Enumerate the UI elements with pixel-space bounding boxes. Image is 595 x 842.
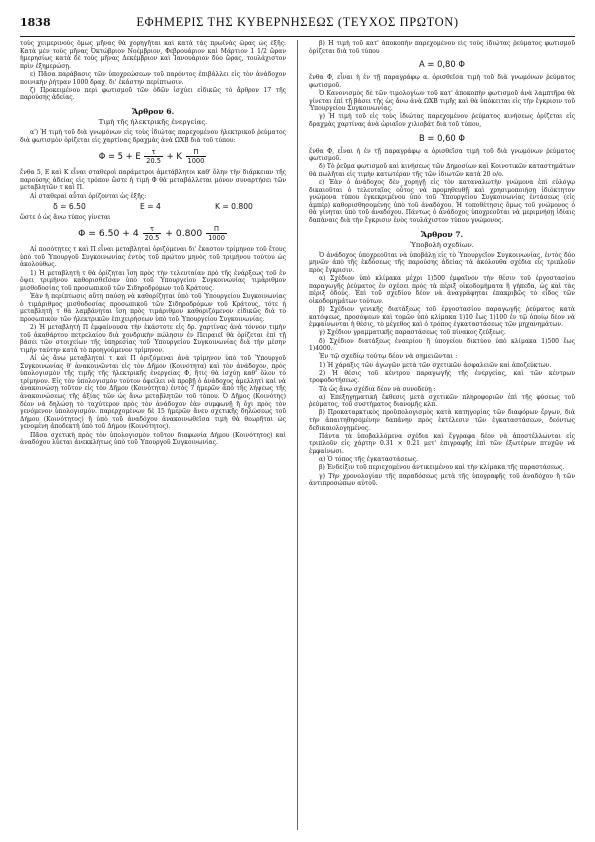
paragraph: ἔνθα Φ, εἶναι ἡ ἐν τῇ παραγράφῳ α ὁρισθεῖσα τιμὴ τοῦ διὰ γνωμόνων ῥεύματος φωτισμοῦ.: [309, 147, 575, 163]
paragraph: 1) Ἡ χάραξις τῶν ἀγωγῶν μετὰ τῶν σχετικῶν ἀσφαλειῶν καὶ ἀποζεύκτων.: [319, 361, 552, 369]
paragraph: τοὺς χειμερινοὺς ὅμως μῆνας θὰ χορηγῆται καὶ κατὰ τὰς πρωϊνὰς ὥρας ὡς ἑξῆς: Κατὰ μὲν τοὺς μῆνας Ὀκτώβριον Νοέμβριον, Φεβρουάριον καὶ Μάρτιον 1 1/2 ὥραν ἡμερησίως κατὰ δὲ τοὺς μῆνας Δεκέμβριον καὶ Ἰανουάριον δύο ὥρας, τουλάχιστον πρὶν ἐξημερώσῃ.: [20, 40, 286, 70]
article-6-title: Ἄρθρον 6.: [131, 106, 175, 116]
fraction: [144, 148, 163, 165]
paragraph: α) Σχέδιον ὑπὸ κλίμακα μέχρι 1)500 ἐμφαῖνον τὴν θέσιν τοῦ ἐργοστασίου παραγωγῆς ῥεύματος ἐν σχέσει πρὸς τὰ πέριξ οἰκοδομήματα ἢ γήπεδα, ὡς καὶ τὰς πέριξ ὁδούς. Ἐπὶ τοῦ σχεδίου δέον νὰ ἀναγράφηται ἐπακριβῶς τὸ εἶδος τῶν οἰκοδομημάτων τούτων.: [309, 275, 575, 305]
constant: δ = 6.50: [53, 202, 86, 212]
paragraph: Ἐὰν ἡ περίπτωσις αὕτη παύσῃ νὰ καθορίζηται ὑπὸ τοῦ Ὑπουργείου Συγκοινωνίας ὁ τιμάριθμος μισθοδοσίας προσωπικοῦ τῶν Σιδηροδρόμων τοῦ Κράτους, τότε ἡ μεταβλητὴ τ θὰ λαμβάνηται ἴση πρὸς τιμάριθμον καθοριζόμενον εἰδικῶς διὰ τὸ προσωπικὸν τῶν ἠλεκτρικῶν ἐπιχειρήσεων ὑπὸ τοῦ Ὑπουργείου Συγκοινωνίας.: [20, 293, 286, 323]
paragraph: ἔνθα 5, Ε καὶ Κ εἶναι σταθεροὶ παράμετροι ἀμετάβλητοι καθ' ὅλην τὴν διάρκειαν τῆς παρούσης ἀδείας εἰς τρόπον ὥστε ἡ τιμὴ Φ θὰ μεταβάλλεται μόνον συναρτήσει τῶν μεταβλητῶν τ καὶ Π.: [20, 169, 286, 192]
paragraph: β) Ἐνδείξιν τοῦ περιεχομένου ἀντικειμένου καὶ τὴν κλίμακα τῆς παραστάσεως.: [319, 464, 565, 472]
paragraph: ὥστε ὁ ὡς ἄνω τύπος γίνεται: [20, 213, 111, 221]
paragraph: Ὁ Κανονισμὸς δὲ τῶν τιμολογίων τοῦ κατ' ἀποκοπὴν φωτισμοῦ ἀνὰ λαμπτῆρα θὰ γίνεται ἐπὶ τῇ βάσει τῆς ὡς ἄνω ἀνὰ ΩΧΒ τιμῆς καὶ θὰ ὑπόκειται εἰς τὴν ἔγκρισιν τοῦ Ὑπουργείου Συγκοινωνίας.: [309, 89, 575, 113]
paragraph: Τὰ ὡς ἄνω σχέδια δέον νὰ συνοδεύῃ :: [319, 385, 436, 393]
formula-term: + 0.800: [165, 228, 203, 240]
fraction: [206, 225, 227, 242]
fraction: [186, 148, 207, 165]
fraction-denominator: 1000: [187, 157, 205, 166]
paragraph: α) Ὁ τόπος τῆς ἐγκαταστάσεως.: [319, 456, 418, 464]
paragraph: α') Ἡ τιμὴ τοῦ διὰ γνωμόνων εἰς τοὺς ἰδιώτας παρεχομένου ἠλεκτρικοῦ ῥεύματος διὰ φωτισμὸν ὁρίζεται εἰς χαρτίνας δραχμὰς ἀνὰ ΩΧΒ διὰ τοῦ τύπου:: [20, 128, 286, 144]
running-head: ΕΦΗΜΕΡΙΣ ΤΗΣ ΚΥΒΕΡΝΗΣΕΩΣ (ΤΕΥΧΟΣ ΠΡΩΤΟΝ): [136, 15, 459, 29]
paragraph: β) Σχέδιον γενικῆς διατάξεως τοῦ ἐργοστασίου παραγωγῆς ῥεύματος κατὰ κατόψεως, προσόψεων καὶ τομῶν ὑπὸ κλίμακα 1)10 ἕως 1)100 ἐν τῷ ὁποίῳ δέον νὰ ἐμφαίνωνται ἡ θέσις, τὸ μέγεθος καὶ ὁ τρόπος ἐγκαταστάσεως τῶν μηχανημάτων.: [309, 306, 575, 329]
page-number: 1838: [20, 16, 51, 29]
page-header: [20, 14, 575, 37]
paragraph: δ) Τὸ ῥεῦμα φωτισμοῦ καὶ κινήσεως τῶν Δημοσίων καὶ Κοινοτικῶν καταστημάτων θὰ πωλῆται εἰς τιμὴν κατωτέραν τῆς τῶν ἰδιωτῶν κατὰ 20 ο/ο.: [309, 163, 575, 178]
price-formula-specific: [20, 225, 286, 242]
column-divider: [297, 40, 298, 830]
left-column: [20, 40, 286, 832]
article-7-subtitle: Ὑποβολὴ σχεδίων.: [410, 240, 474, 249]
fraction-denominator: 1000: [208, 234, 225, 243]
fraction-numerator: Π: [206, 225, 227, 234]
fraction-numerator: Π: [186, 148, 207, 157]
paragraph: ἔνθα Φ, εἶναι ἡ ἐν τῇ παραγράφῳ α. ὁρισθεῖσα τιμὴ τοῦ διὰ γνωμόνων ῥεύματος φωτισμοῦ.: [309, 74, 575, 89]
paragraph: Ὁ ἀνάδοχος ὑποχρεοῦται νὰ ὑποβάλῃ εἰς τὸ Ὑπουργεῖον Συγκοινωνίας, ἐντὸς δύο μηνῶν ἀπὸ τῆς ἐκδόσεως τῆς παρούσης ἀδείας τὰ ἀκόλουθα σχέδια εἰς τριπλοῦν πρὸς ἔγκρισιν.: [309, 251, 575, 274]
formula-a: Α = 0,80 Φ: [419, 59, 465, 70]
constant: Ε = 4: [139, 202, 161, 212]
formula-b: Β = 0,60 Φ: [419, 132, 465, 143]
paragraph: ε) Πᾶσα παράβασις τῶν ὑποχρεώσεων τοῦ παρόντος ἐπιβάλλει εἰς τὸν ἀνάδοχον ποινικὴν ῥήτραν 1000 δραχ. δι' ἑκάστην περίπτωσιν.: [20, 70, 286, 86]
paragraph: γ) Σχέδιον γραμματικῆς παραστάσεως τοῦ πίνακος ζεύξεως.: [319, 329, 506, 337]
fraction-numerator: τ: [143, 225, 162, 234]
price-formula-general: [20, 148, 286, 165]
article-6-subtitle: Τιμὴ τῆς ἠλεκτρικῆς ἐνεργείας.: [98, 117, 208, 126]
fraction-denominator: 20.5: [146, 157, 161, 166]
fraction: [143, 225, 162, 242]
formula-term: Φ = 6.50 + 4: [78, 228, 139, 240]
paragraph: Αἱ ὡς ἄνω μεταβληταὶ τ καὶ Π ὁριζόμεναι ἀνὰ τρίμηνον ὑπὸ τοῦ Ὑπουργοῦ Συγκοινωνίας θ' ἀνακοινῶνται εἰς τὸν Δῆμον (Κοινότητα) καὶ τὸν ἀνάδοχον, πρὸς ὑπολογισμὸν τῆς τιμῆς τῆς ἠλεκτρικῆς ἐνεργείας Φ, ἥτις θὰ ἰσχύῃ καθ' ὅλον τὸ τρίμηνον. Εἰς τὸν ὑπολογισμὸν τούτον ὀφείλει νὰ προβῇ ὁ ἀνάδοχος ἀμελλητὶ καὶ νὰ ἀνακοινώσῃ τοῦτον εἰς τὸν Δῆμον (Κοινότητα) ἐντὸς 7 ἡμερῶν ἀπὸ τῆς λήψεως τῆς ἀνακοινώσεως τῆς ἀξίας τῶν ὡς ἄνω μεταβλητῶν τοῦ τόπου. Ὁ Δῆμος (Κοινότης) δέον νὰ δηλώσῃ τὸ ταχύτερον πρὸς τὸν ἀνάδοχον ἐὰν συμφωνῇ ἢ ὄχι πρὸς τὸν γενόμενον ὑπολογισμόν. παρερχομένων δὲ 15 ἡμερῶν ἄνευ σχετικῆς δηλώσεως τοῦ Δήμου (Κοινότητος) ἢ ὑπὸ τοῦ ἀναδόχου ἀνακοινωθεῖσα τιμὴ θὰ θεωρῆται ὡς γενομένη ἀποδεκτὴ ὑπὸ τοῦ Δήμου (Κοινότητος).: [20, 354, 286, 431]
paragraph: Αἱ σταθεραὶ αὗται ὁρίζονται ὡς ἑξῆς:: [30, 192, 147, 200]
paragraph: 2) Ἡ θέσις τοῦ κέντρου παραγωγῆς τῆς ἐνεργείας, καὶ τῶν κέντρων τροφοδοτήσεως.: [309, 369, 575, 385]
paragraph: Πᾶσα σχετικὴ πρὸς τὸν ὑπολογισμὸν τοῦτον διαφωνία Δήμου (Κοινότητος) καὶ ἀναδόχου λύεται ἀνεκκλήτως ὑπὸ τοῦ Ὑπουργοῦ Συγκοινωνίας.: [20, 431, 286, 447]
article-7-title: Ἄρθρον 7.: [420, 229, 464, 239]
paragraph: γ) Τὴν χρονολογίαν τῆς παραδόσεως μετὰ τῆς ὑπογραφῆς τοῦ ἀναδόχου ἢ τῶν ἀντιπροσώπων αὐτοῦ.: [309, 472, 575, 488]
fraction-denominator: 20.5: [144, 234, 160, 243]
constants-row: [26, 203, 280, 211]
paragraph: β) Ἡ τιμὴ τοῦ κατ' ἀποκοπὴν παρεχομένου εἰς τοὺς ἰδιώτας ῥεύματος φωτισμοῦ ὁρίζεται διὰ τοῦ τύπου: [309, 40, 575, 55]
paragraph: Πάντα τὰ ὑποβαλλόμενα σχέδια καὶ ἔγγραφα δέον νὰ ἀποστέλλωνται εἰς τριπλοῦν εἰς χάρτην 0.31 × 0.21 μετ' ἐπιγραφῆς ἐπὶ τῶν ἐξωτέρων πτυχῶν νὰ ἐμφαίνωσι.: [309, 432, 575, 456]
formula-term: + Κ: [166, 151, 182, 162]
paragraph: γ) Ἡ τιμὴ τοῦ εἰς τοὺς ἰδιώτας παρεχομένου ῥεύματος κινήσεως ὁρίζεται εἰς δραχμὰς χαρτίνας ἀνὰ ὡριαῖον χιλιοβάτ διὰ τοῦ τύπου,: [309, 113, 575, 128]
formula-term: Φ = 5 + Ε: [98, 151, 141, 162]
constant: Κ = 0.800: [214, 202, 253, 212]
paragraph: 1) Ἡ μεταβλητὴ τ θὰ ὁρίζηται ἴση πρὸς τὴν τελευταίαν πρὸ τῆς ἐνάρξεως τοῦ ἐν ὅψει τριμήνου καθορισθεῖσαν ὑπὸ τοῦ Ὑπουργείου Συγκοινωνίας τιμάριθμον μισθοδοσίας τοῦ προσωπικοῦ τῶν Σιδηροδρόμων τοῦ Κράτους.: [20, 269, 286, 292]
fraction-numerator: τ: [144, 148, 163, 157]
paragraph: 2) Ἡ μεταβλητὴ Π ἐμφαίνουσα τὴν ἑκάστοτε εἰς δρ. χαρτίνας ἀνὰ τόννον τιμὴν τοῦ ἀκαθάρτου πετρελαίου διὰ χονδρικὴν πώλησιν ἐν Πειραιεῖ θὰ ὁρίζεται ἐπὶ τῇ βάσει τῶν στοιχείων τῆς ὑπηρεσίας τοῦ Ὑπουργείου Συγκοινωνίας διὰ τὴν μέσην τιμὴν ταύτην κατὰ τὸ προηγούμενον τρίμηνον.: [20, 324, 286, 354]
right-column: [309, 40, 575, 832]
paragraph: Ἐν τῷ σχεδίῳ τούτῳ δέον νὰ σημειῶνται :: [319, 352, 458, 361]
paragraph: ε) Ἐὰν ὁ ἀνάδοχος δὲν χορηγῇ εἰς τὸν καταναλωτὴν γνώμονα ἐπὶ εὐλόγῳ δικαιοῦται ὁ τελευταῖος οὗτος νὰ προμηθευθῇ καὶ χρησιμοποιήσῃ ἰδιόκτητον γνώμονα τύπου ἐγκεκριμένου ὑπὸ τοῦ Ὑπουργείου Συγκοινωνίας ἐντάσεως (εἰς ἀμπέρ) καθορισθησομένης ὑπὸ τοῦ ἀναδόχου. Ἡ τοποθέτησις ὅμως τοῦ γνώμονος ὁ θὰ γίνηται ὑπὸ τοῦ ἀναδόχου. Πάντως ὁ ἀνάδοχος ὑποχρεοῦται νὰ μεριμνήσῃ ἰδίαις δαπάναις διὰ τὴν ἔγκρισιν ἑνὸς τουλάχιστον τύπου γνώμονος.: [309, 179, 575, 225]
paragraph: ζ) Προκειμένου περὶ φωτισμοῦ τῶν ὁδῶν ἰσχύει εἰδικῶς τὸ ἄρθρον 17 τῆς παρούσης ἀδείας.: [20, 86, 286, 102]
paragraph: Αἱ ποσότητες τ καὶ Π εἶναι μεταβληταὶ ὁριζόμεναι δι' ἕκαστον τρίμηνον τοῦ ἔτους ὑπὸ τοῦ Ὑπουργοῦ Συγκοινωνίας ἐντὸς τοῦ πρώτου μηνὸς τοῦ τριμήνου τούτου ὡς ἀκολούθως.: [20, 246, 286, 269]
paragraph: δ) Σχέδιον διατάξεως ἐναερίου ἢ ὑπογείου δικτύου ὑπὸ κλίμακα 1)500 ἕως 1)4000.: [309, 337, 575, 353]
paragraph: β) Προκαταρκτικὸς προϋπολογισμὸς κατὰ κατηγορίας τῶν διαφόρων ἔργων, διὰ τὴν ἀπαιτηθησομένην δαπάνην πρὸς ἐκτέλεσιν τῶν ἐγκαταστάσεων, δεόντως δεδικαιολογημένος.: [309, 409, 575, 432]
paragraph: α) Ἐπεξηγηματικὴ ἔκθεσις μετὰ σχετικῶν πληροφοριῶν ἐπὶ τῆς φύσεως τοῦ ῥεύματος, τοῦ συστήματος διανομῆς κλπ.: [309, 393, 575, 409]
